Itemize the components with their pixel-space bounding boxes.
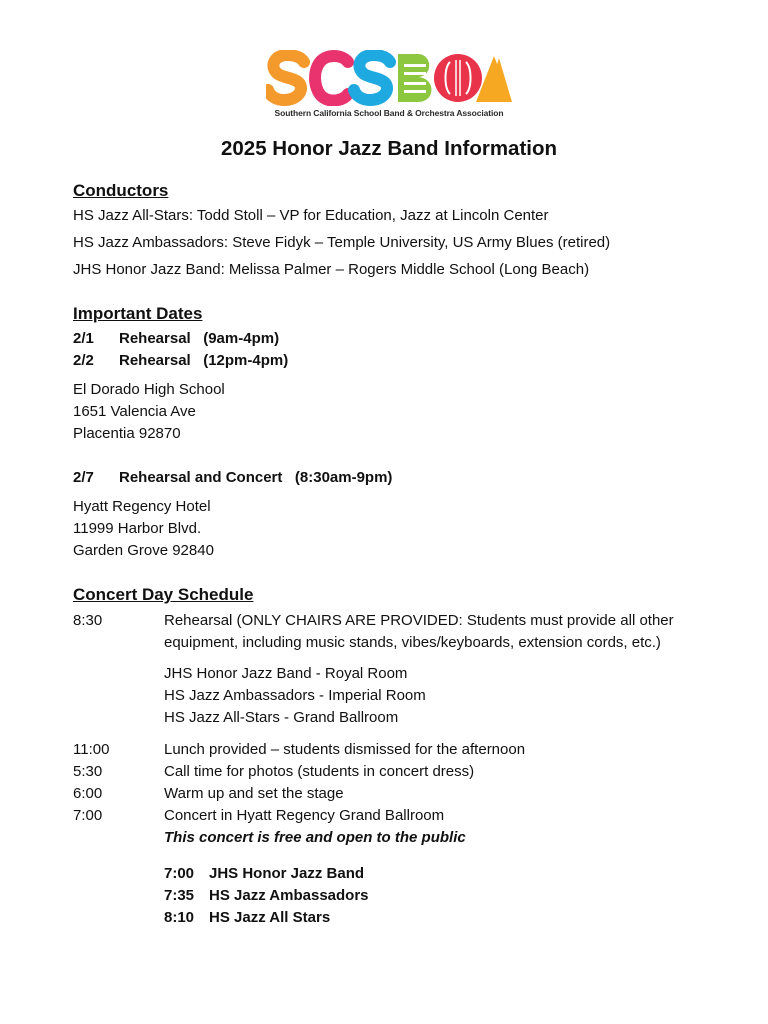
schedule-item: Lunch provided – students dismissed for the afternoon [164,741,526,758]
performance-row [164,863,364,885]
rehearsal-date: 2/1 [73,330,94,347]
performance-time: 7:00 [164,865,195,882]
schedule-item: Warm up and set the stage [164,785,344,802]
schedule-time: 7:00 [73,807,103,824]
conductor-line: JHS Honor Jazz Band: Melissa Palmer – Rogers Middle School (Long Beach) [73,261,590,278]
important-dates-heading: Important Dates [73,304,203,323]
room-assignment: HS Jazz All-Stars - Grand Ballroom [164,709,399,726]
performance-time: 8:10 [164,909,195,926]
logo-letter-s-blue [354,55,390,100]
logo-letter-c-pink [315,56,348,101]
performance-time: 7:35 [164,887,195,904]
performance-band: JHS Honor Jazz Band [209,865,365,882]
schedule-item: equipment, including music stands, vibes/keyboards, extension cords, etc.) [164,634,661,651]
schedule-item: Call time for photos (students in concert dress) [164,763,475,780]
conductor-line: HS Jazz All-Stars: Todd Stoll – VP for Education, Jazz at Lincoln Center [73,207,549,224]
schedule-time: 5:30 [73,763,103,780]
logo-graphic [266,50,512,106]
rehearsal-date: 2/2 [73,352,94,369]
conductors-heading: Conductors [73,181,169,200]
schedule-time: 11:00 [73,741,110,758]
venue-name: Hyatt Regency Hotel [73,498,211,515]
schedule-time: 6:00 [73,785,103,802]
performance-band: HS Jazz All Stars [209,909,331,926]
venue-city: Placentia 92870 [73,425,181,442]
schedule-item: Concert in Hyatt Regency Grand Ballroom [164,807,445,824]
logo-letter-o-red [434,54,482,102]
venue-name: El Dorado High School [73,381,225,398]
room-assignment: JHS Honor Jazz Band - Royal Room [164,665,408,682]
rehearsal-text: Rehearsal (12pm-4pm) [119,352,289,369]
scsboa-logo [266,50,512,122]
conductor-line: HS Jazz Ambassadors: Steve Fidyk – Temple University, US Army Blues (retired) [73,234,611,251]
logo-letter-b-green [398,54,432,102]
performance-row [164,907,330,929]
room-assignment: HS Jazz Ambassadors - Imperial Room [164,687,426,704]
venue-address: 11999 Harbor Blvd. [73,520,202,537]
performance-row [164,885,369,907]
concert-date: 2/7 [73,469,94,486]
schedule-time: 8:30 [73,612,103,629]
logo-letter-s-orange [268,55,304,100]
schedule-heading: Concert Day Schedule [73,585,254,604]
concert-rehearsal-text: Rehearsal and Concert (8:30am-9pm) [119,469,393,486]
venue-address: 1651 Valencia Ave [73,403,196,420]
free-concert-note: This concert is free and open to the public [164,829,466,846]
logo-caption: Southern California School Band & Orchestra Association [274,108,504,118]
rehearsal-date-row [73,350,288,372]
schedule-item: Rehearsal (ONLY CHAIRS ARE PROVIDED: Students must provide all other [164,612,674,629]
rehearsal-text: Rehearsal (9am-4pm) [119,330,280,347]
venue-city: Garden Grove 92840 [73,542,214,559]
concert-date-row [73,467,392,489]
rehearsal-date-row [73,328,279,350]
page-title: 2025 Honor Jazz Band Information [220,137,558,160]
performance-band: HS Jazz Ambassadors [209,887,369,904]
